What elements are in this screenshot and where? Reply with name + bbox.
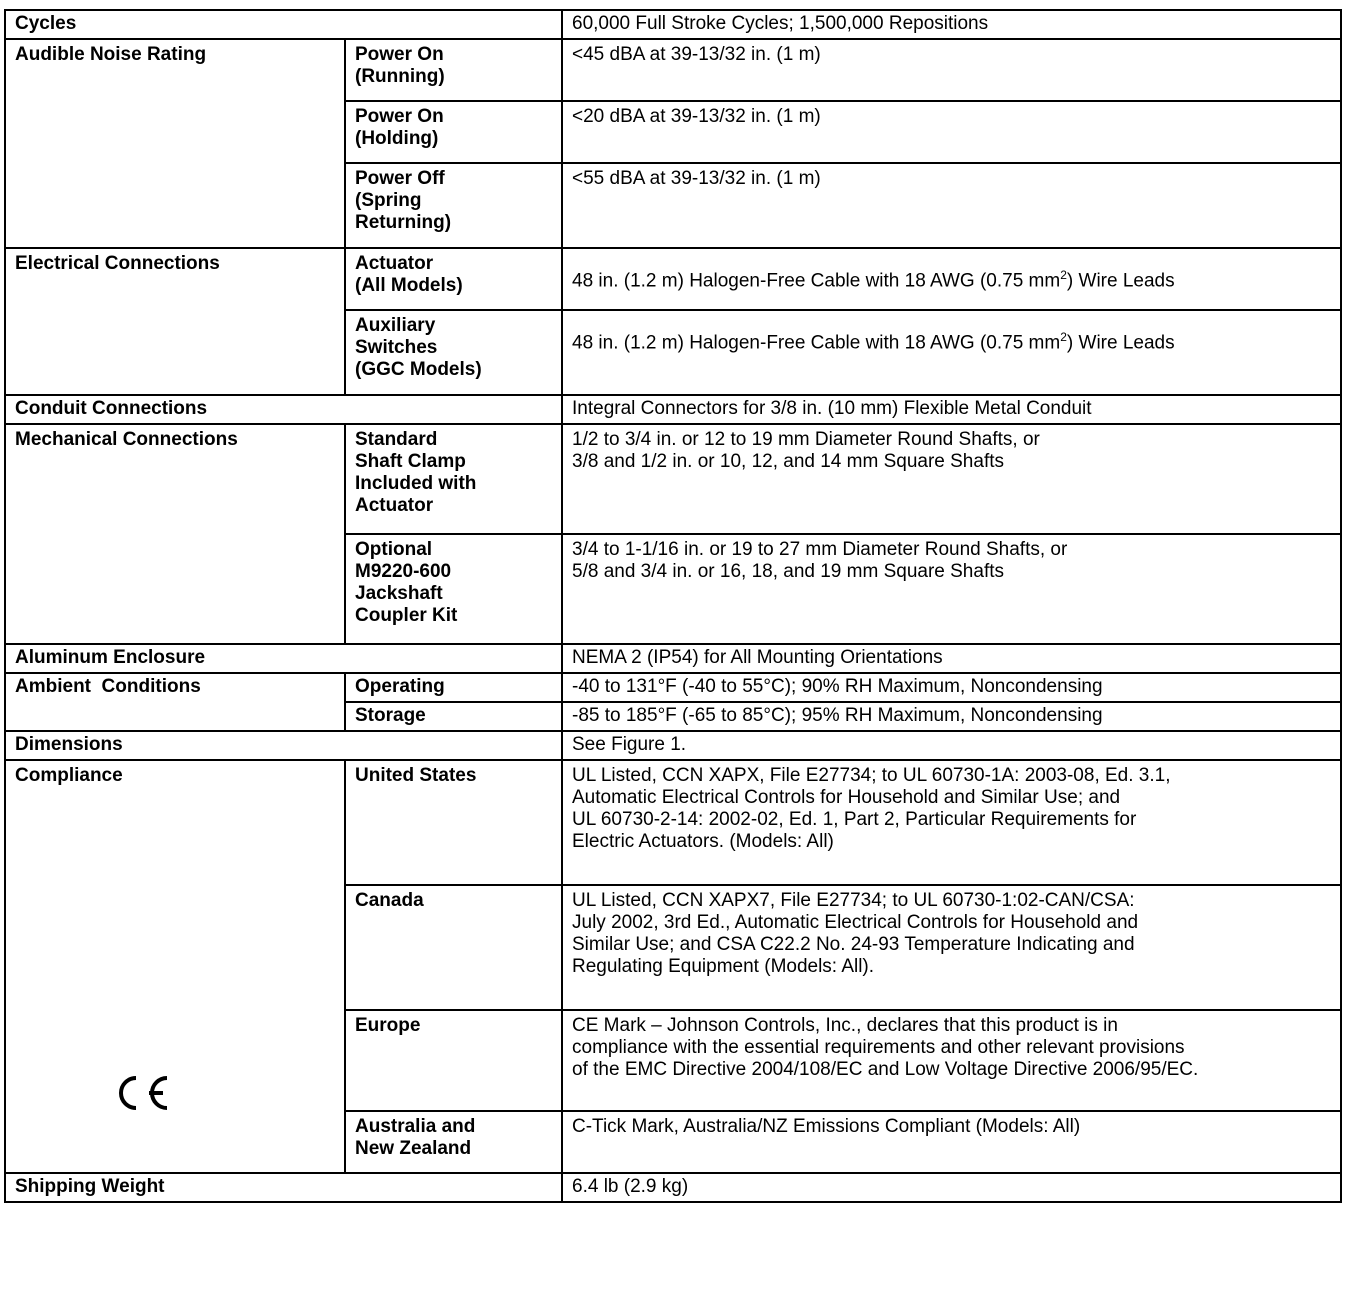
table-row <box>5 731 1341 760</box>
sub-label-storage: Storage <box>345 702 562 731</box>
value-united-states <box>562 760 1341 885</box>
row-label-mechanical-connections: Mechanical Connections <box>5 424 345 644</box>
sub-label-line: Coupler Kit <box>355 605 458 626</box>
table-row <box>5 424 1341 534</box>
value-line: Automatic Electrical Controls for Household and Similar Use; and <box>572 787 1121 808</box>
row-label-shipping-weight: Shipping Weight <box>5 1173 562 1202</box>
sub-label-power-on-running <box>345 39 562 101</box>
row-value-dimensions: See Figure 1. <box>562 731 1341 760</box>
value-line: July 2002, 3rd Ed., Automatic Electrical Controls for Household and <box>572 912 1139 933</box>
value-optional-coupler-kit <box>562 534 1341 644</box>
sub-label-canada: Canada <box>345 885 562 1010</box>
value-text: ) Wire Leads <box>1066 270 1175 292</box>
table-row <box>5 248 1341 310</box>
sub-label-line: Switches <box>355 337 438 358</box>
value-standard-shaft-clamp <box>562 424 1341 534</box>
value-text: 48 in. (1.2 m) Halogen-Free Cable with 18 AWG (0.75 mm <box>572 332 1061 354</box>
table-row <box>5 673 1341 702</box>
sub-label-line: New Zealand <box>355 1138 472 1159</box>
row-value-shipping-weight: 6.4 lb (2.9 kg) <box>562 1173 1341 1202</box>
value-storage: -85 to 185°F (-65 to 85°C); 95% RH Maximum, Noncondensing <box>562 702 1341 731</box>
row-value-cycles: 60,000 Full Stroke Cycles; 1,500,000 Repositions <box>562 10 1341 39</box>
sub-label-line: Australia and <box>355 1116 476 1137</box>
value-australia-nz: C-Tick Mark, Australia/NZ Emissions Compliant (Models: All) <box>562 1111 1341 1173</box>
ce-mark-icon <box>111 1074 169 1112</box>
value-line: Regulating Equipment (Models: All). <box>572 956 875 977</box>
sub-label-power-on-holding <box>345 101 562 163</box>
table-row <box>5 644 1341 673</box>
row-label-audible-noise: Audible Noise Rating <box>5 39 345 248</box>
row-label-compliance: Compliance <box>15 765 123 786</box>
value-text: 48 in. (1.2 m) Halogen-Free Cable with 18 AWG (0.75 mm <box>572 270 1061 292</box>
value-line: 3/8 and 1/2 in. or 10, 12, and 14 mm Square Shafts <box>572 451 1004 472</box>
row-label-aluminum-enclosure: Aluminum Enclosure <box>5 644 562 673</box>
row-value-aluminum-enclosure: NEMA 2 (IP54) for All Mounting Orientations <box>562 644 1341 673</box>
value-line: UL Listed, CCN XAPX7, File E27734; to UL 60730-1:02-CAN/CSA: <box>572 890 1135 911</box>
value-power-on-running: <45 dBA at 39-13/32 in. (1 m) <box>562 39 1341 101</box>
sub-label-line: Included with <box>355 473 477 494</box>
row-label-cycles: Cycles <box>5 10 562 39</box>
row-value-conduit-connections: Integral Connectors for 3/8 in. (10 mm) Flexible Metal Conduit <box>562 395 1341 424</box>
value-power-on-holding: <20 dBA at 39-13/32 in. (1 m) <box>562 101 1341 163</box>
sub-label-standard-shaft-clamp <box>345 424 562 534</box>
value-auxiliary-cable <box>562 310 1341 395</box>
row-label-ambient-conditions: Ambient Conditions <box>5 673 345 731</box>
value-actuator-cable <box>562 248 1341 310</box>
sub-label-line: (Spring <box>355 190 422 211</box>
table-row <box>5 1173 1341 1202</box>
sub-label-line: Auxiliary <box>355 315 436 336</box>
sub-label-operating: Operating <box>345 673 562 702</box>
superscript: 2 <box>1060 267 1067 282</box>
table-row <box>5 10 1341 39</box>
specifications-table <box>4 9 1342 1203</box>
sub-label-europe: Europe <box>345 1010 562 1111</box>
sub-label-line: Jackshaft <box>355 583 443 604</box>
sub-label-line: Power On <box>355 44 444 65</box>
value-line: 3/4 to 1-1/16 in. or 19 to 27 mm Diameter Round Shafts, or <box>572 539 1068 560</box>
value-canada <box>562 885 1341 1010</box>
sub-label-line: Standard <box>355 429 438 450</box>
sub-label-optional-coupler-kit <box>345 534 562 644</box>
sub-label-line: Returning) <box>355 212 452 233</box>
row-label-compliance-cell <box>5 760 345 1173</box>
row-label-dimensions: Dimensions <box>5 731 562 760</box>
table-row <box>5 760 1341 885</box>
sub-label-line: (Holding) <box>355 128 439 149</box>
sub-label-line: Actuator <box>355 253 434 274</box>
table-row <box>5 39 1341 101</box>
value-line: compliance with the essential requirements and other relevant provisions <box>572 1037 1185 1058</box>
sub-label-line: (GGC Models) <box>355 359 482 380</box>
sub-label-australia-nz <box>345 1111 562 1173</box>
value-power-off: <55 dBA at 39-13/32 in. (1 m) <box>562 163 1341 248</box>
sub-label-auxiliary-switches <box>345 310 562 395</box>
value-line: UL 60730-2-14: 2002-02, Ed. 1, Part 2, Particular Requirements for <box>572 809 1137 830</box>
sub-label-power-off <box>345 163 562 248</box>
value-line: Similar Use; and CSA C22.2 No. 24-93 Temperature Indicating and <box>572 934 1135 955</box>
value-operating: -40 to 131°F (-40 to 55°C); 90% RH Maximum, Noncondensing <box>562 673 1341 702</box>
value-line: UL Listed, CCN XAPX, File E27734; to UL 60730-1A: 2003-08, Ed. 3.1, <box>572 765 1171 786</box>
sub-label-line: Power Off <box>355 168 445 189</box>
value-line: CE Mark – Johnson Controls, Inc., declares that this product is in <box>572 1015 1118 1036</box>
sub-label-line: Actuator <box>355 495 434 516</box>
value-line: of the EMC Directive 2004/108/EC and Low Voltage Directive 2006/95/EC. <box>572 1059 1199 1080</box>
sub-label-line: Power On <box>355 106 444 127</box>
sub-label-line: (Running) <box>355 66 445 87</box>
superscript: 2 <box>1060 330 1067 344</box>
row-label-electrical-connections: Electrical Connections <box>5 248 345 395</box>
sub-label-line: (All Models) <box>355 275 463 296</box>
row-label-conduit-connections: Conduit Connections <box>5 395 562 424</box>
value-europe <box>562 1010 1341 1111</box>
table-row <box>5 395 1341 424</box>
value-text: ) Wire Leads <box>1066 332 1175 354</box>
sub-label-line: Shaft Clamp <box>355 451 466 472</box>
sub-label-actuator <box>345 248 562 310</box>
value-line: 5/8 and 3/4 in. or 16, 18, and 19 mm Square Shafts <box>572 561 1004 582</box>
sub-label-line: Optional <box>355 539 433 560</box>
value-line: Electric Actuators. (Models: All) <box>572 831 834 852</box>
value-line: 1/2 to 3/4 in. or 12 to 19 mm Diameter Round Shafts, or <box>572 429 1040 450</box>
sub-label-united-states: United States <box>345 760 562 885</box>
sub-label-line: M9220-600 <box>355 561 452 582</box>
